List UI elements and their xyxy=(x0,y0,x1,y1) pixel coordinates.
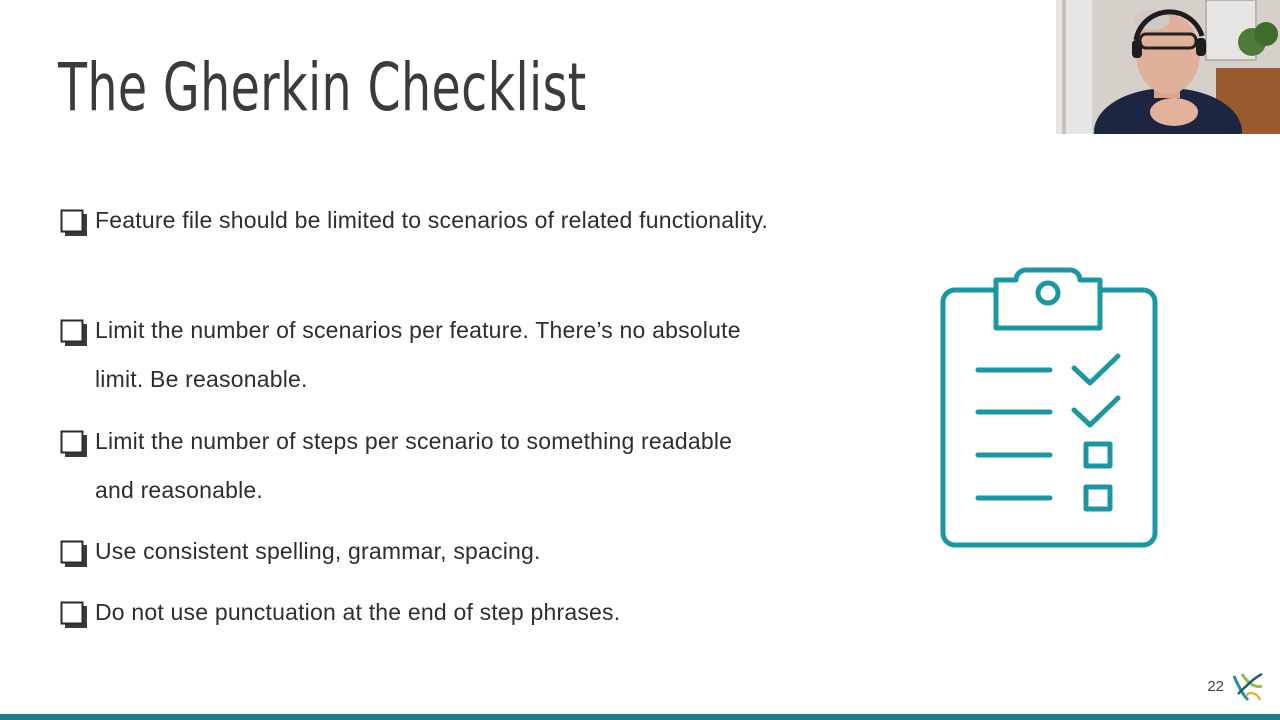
presenter-video-frame xyxy=(1056,0,1280,134)
checklist-item-text: Limit the number of steps per scenario to something readable and reasonable. xyxy=(95,428,733,503)
checkbox-outline-icon xyxy=(60,209,88,237)
checkbox-outline-icon xyxy=(60,540,88,568)
checklist-item-text: Do not use punctuation at the end of step phrases. xyxy=(95,599,621,625)
presenter-logo-icon xyxy=(1228,666,1266,704)
checklist-item-text: Feature file should be limited to scenarios of related functionality. xyxy=(95,207,769,233)
checklist-item-text: Use consistent spelling, grammar, spacing. xyxy=(95,538,541,564)
checklist-item-text: Limit the number of scenarios per feature. There’s no absolute limit. Be reasonable. xyxy=(95,317,741,392)
checkbox-outline-icon xyxy=(60,319,88,347)
footer-accent-bar xyxy=(0,714,1280,720)
slide-title: The Gherkin Checklist xyxy=(58,49,587,126)
clipboard-checklist-icon xyxy=(936,258,1162,552)
checkbox-outline-icon xyxy=(60,430,88,458)
page-number: 22 xyxy=(1207,678,1224,695)
checkbox-outline-icon xyxy=(60,601,88,629)
webcam-video xyxy=(1056,0,1280,134)
